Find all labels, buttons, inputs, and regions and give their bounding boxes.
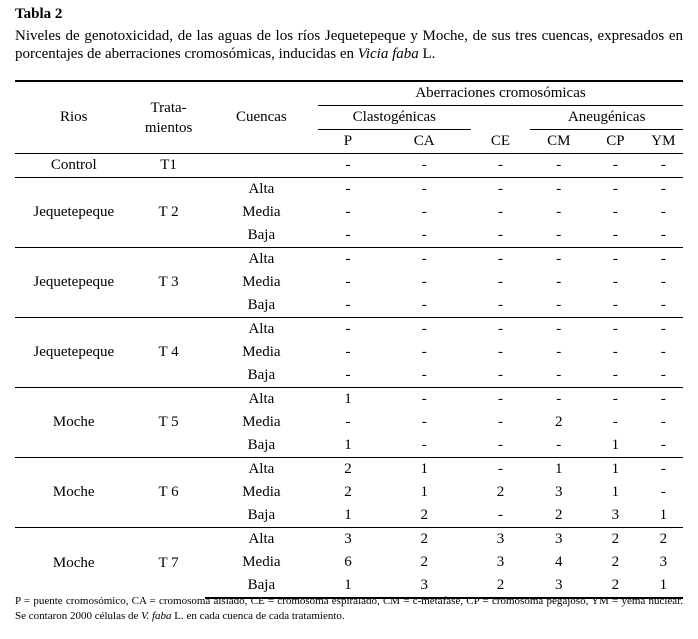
cell-trat: T 7 [133, 528, 205, 599]
cell-cm: - [556, 204, 562, 220]
cell-cp: - [612, 227, 618, 243]
cell-ca: 3 [378, 574, 471, 598]
header-cp: CP [587, 130, 644, 154]
cell-ym: - [660, 297, 666, 313]
table-row [15, 178, 683, 202]
cell-cp: 1 [587, 458, 644, 482]
cell-cm: - [556, 367, 562, 383]
cell-cp: - [612, 367, 618, 383]
cell-p: - [345, 157, 351, 173]
cell-ca: - [421, 157, 427, 173]
cell-cp: 2 [587, 574, 644, 598]
cell-cm: - [556, 344, 562, 360]
aberrations-table [15, 80, 683, 599]
cell-ce: - [498, 227, 503, 243]
cell-cm: 2 [554, 507, 563, 523]
header-rios: Rios [15, 81, 133, 154]
footnote-text-end: L. en cada cuenca de cada tratamiento. [171, 610, 345, 622]
cell-cp: - [587, 388, 644, 412]
cell-trat: T1 [160, 157, 177, 173]
cell-rio: Control [50, 157, 97, 173]
cell-ce: - [471, 458, 531, 482]
cell-ce: - [498, 344, 503, 360]
cell-cuenca: Media [242, 204, 281, 220]
cell-cuenca: Alta [205, 318, 318, 342]
table-row [15, 458, 683, 482]
cell-ce: 2 [471, 574, 531, 598]
cell-cuenca: Media [242, 554, 281, 570]
cell-cm: - [530, 248, 587, 272]
cell-cuenca: Baja [247, 227, 276, 243]
cell-cuenca: Alta [205, 388, 318, 412]
cell-ce: - [498, 507, 503, 523]
cell-cp: 1 [611, 484, 620, 500]
cell-cp: - [587, 178, 644, 202]
cell-ca: - [378, 248, 471, 272]
cell-cm: 3 [530, 528, 587, 552]
cell-ym: - [644, 388, 683, 412]
cell-cuenca: Media [242, 274, 281, 290]
cell-cm: 4 [554, 554, 563, 570]
table-footnote [15, 594, 683, 624]
header-cm: CM [530, 130, 587, 154]
cell-ym: - [660, 157, 666, 173]
cell-cm: 1 [530, 458, 587, 482]
cell-ce: 2 [496, 484, 505, 500]
cell-cp: - [612, 274, 618, 290]
cell-ce: - [498, 157, 503, 173]
cell-ce: - [471, 388, 531, 412]
cell-ca: 2 [420, 554, 428, 570]
header-tratamientos-text: Trata- mientos [144, 99, 193, 136]
cell-ce: - [471, 178, 531, 202]
cell-ym: - [660, 204, 666, 220]
cell-cuenca: Alta [205, 178, 318, 202]
cell-ce: - [498, 297, 503, 313]
table-row [15, 318, 683, 342]
cell-p: 2 [344, 484, 352, 500]
cell-ca: - [421, 344, 427, 360]
cell-p: - [345, 344, 351, 360]
cell-ce: 3 [496, 554, 505, 570]
caption-species: Vicia faba [357, 46, 419, 62]
cell-cm: - [530, 178, 587, 202]
cell-cuenca: Baja [247, 437, 276, 453]
cell-ym: - [644, 458, 683, 482]
cell-p: 1 [318, 388, 378, 412]
cell-ca: 2 [378, 528, 471, 552]
cell-ce: 3 [471, 528, 531, 552]
cell-p: 6 [344, 554, 352, 570]
cell-cuenca: Baja [247, 507, 276, 523]
cell-cuenca: Alta [205, 528, 318, 552]
cell-trat: T 2 [133, 178, 205, 248]
cell-cuenca: Media [242, 344, 281, 360]
cell-ca: - [421, 297, 427, 313]
cell-ca: - [421, 204, 427, 220]
cell-ca: 1 [378, 458, 471, 482]
cell-ce: - [471, 248, 531, 272]
cell-cuenca: Alta [205, 248, 318, 272]
cell-cp: - [612, 344, 618, 360]
cell-p: - [345, 204, 351, 220]
cell-ym: - [660, 227, 666, 243]
cell-ce: - [498, 204, 503, 220]
header-ym: YM [644, 130, 683, 154]
cell-cuenca: Media [242, 484, 281, 500]
header-clastogenicas: Clastogénicas [318, 106, 471, 130]
cell-ca: 1 [420, 484, 428, 500]
cell-p: 1 [318, 574, 378, 598]
cell-ym: - [644, 248, 683, 272]
cell-ym: 1 [644, 574, 683, 598]
cell-p: - [345, 367, 351, 383]
cell-ca: - [421, 437, 427, 453]
table-row [15, 248, 683, 272]
cell-ym: - [660, 484, 666, 500]
cell-cp: 3 [611, 507, 620, 523]
cell-rio: Moche [15, 388, 133, 458]
cell-ym: - [660, 414, 666, 430]
cell-cm: - [556, 157, 562, 173]
table-row [15, 388, 683, 412]
header-ca: CA [378, 130, 471, 154]
cell-cm: 3 [554, 484, 563, 500]
cell-cp: - [587, 318, 644, 342]
table-row-control [15, 154, 683, 178]
caption-text-end: L. [418, 46, 436, 62]
cell-trat: T 5 [133, 388, 205, 458]
cell-p: - [345, 227, 351, 243]
cell-cuenca: Baja [247, 367, 276, 383]
cell-trat: T 3 [133, 248, 205, 318]
cell-cp: - [612, 157, 618, 173]
cell-cm: - [556, 227, 562, 243]
header-p: P [318, 130, 378, 154]
cell-cm: - [530, 318, 587, 342]
cell-cp: - [612, 297, 618, 313]
cell-p: 1 [344, 437, 352, 453]
cell-ym: 1 [659, 507, 668, 523]
cell-p: - [345, 414, 351, 430]
cell-ym: - [660, 367, 666, 383]
caption-text: Niveles de genotoxicidad, de las aguas de los ríos Jequetepeque y Moche, de sus tres cuencas, expresados en porcentajes de aberraciones cromosómicas, inducidas en [15, 28, 683, 62]
cell-ce: - [498, 274, 503, 290]
cell-ce: - [498, 414, 503, 430]
cell-rio: Jequetepeque [15, 248, 133, 318]
cell-cp: - [612, 204, 618, 220]
cell-p: 1 [344, 507, 352, 523]
cell-rio: Jequetepeque [15, 318, 133, 388]
cell-ca: - [421, 227, 427, 243]
cell-trat: T 6 [133, 458, 205, 528]
table-row [15, 528, 683, 552]
cell-cm: 3 [530, 574, 587, 598]
cell-ca: - [378, 388, 471, 412]
cell-ca: - [378, 318, 471, 342]
cell-ca: - [421, 367, 427, 383]
cell-cm: - [530, 388, 587, 412]
cell-ce: - [471, 318, 531, 342]
cell-cp: 2 [587, 528, 644, 552]
cell-rio: Moche [15, 528, 133, 599]
header-cuencas: Cuencas [205, 81, 318, 154]
cell-ce: - [498, 437, 503, 453]
footnote-species: V. faba [141, 610, 172, 622]
cell-ym: 3 [659, 554, 668, 570]
cell-p: - [318, 178, 378, 202]
cell-rio: Jequetepeque [15, 178, 133, 248]
cell-cuenca: Baja [205, 574, 318, 598]
header-tratamientos [133, 81, 205, 154]
header-aberraciones: Aberraciones cromosómicas [318, 81, 683, 106]
cell-cp: - [587, 248, 644, 272]
cell-p: 3 [318, 528, 378, 552]
cell-cuenca [205, 154, 318, 178]
cell-cuenca: Media [242, 414, 281, 430]
header-gap [471, 106, 531, 130]
cell-trat: T 4 [133, 318, 205, 388]
cell-ca: - [378, 178, 471, 202]
cell-cp: 1 [611, 437, 620, 453]
cell-p: - [345, 274, 351, 290]
cell-cuenca: Alta [205, 458, 318, 482]
cell-p: 2 [318, 458, 378, 482]
cell-p: - [318, 318, 378, 342]
cell-ca: - [421, 274, 427, 290]
cell-ym: - [644, 318, 683, 342]
cell-cm: - [556, 297, 562, 313]
cell-p: - [345, 297, 351, 313]
header-ce: CE [471, 130, 531, 154]
footnote-text: P = puente cromosómico, CA = cromosoma aislado, CE = cromosoma espiralado, CM = c-metafase, CP = cromosoma pegajoso, YM = yema nuclear. Se contaron 2000 células de [15, 595, 683, 622]
cell-ca: - [421, 414, 427, 430]
cell-p: - [318, 248, 378, 272]
table-caption [15, 27, 683, 63]
cell-rio: Moche [15, 458, 133, 528]
cell-ym: - [644, 178, 683, 202]
cell-ym: - [660, 274, 666, 290]
header-aneugenicas: Aneugénicas [530, 106, 683, 130]
cell-ca: 2 [420, 507, 428, 523]
cell-cp: 2 [611, 554, 620, 570]
cell-ce: - [498, 367, 503, 383]
table-label: Tabla 2 [15, 6, 63, 22]
cell-cm: - [556, 437, 562, 453]
cell-cm: 2 [554, 414, 563, 430]
cell-cuenca: Baja [247, 297, 276, 313]
cell-ym: - [660, 344, 666, 360]
cell-ym: 2 [644, 528, 683, 552]
cell-cm: - [556, 274, 562, 290]
cell-ym: - [660, 437, 666, 453]
cell-cp: - [612, 414, 618, 430]
